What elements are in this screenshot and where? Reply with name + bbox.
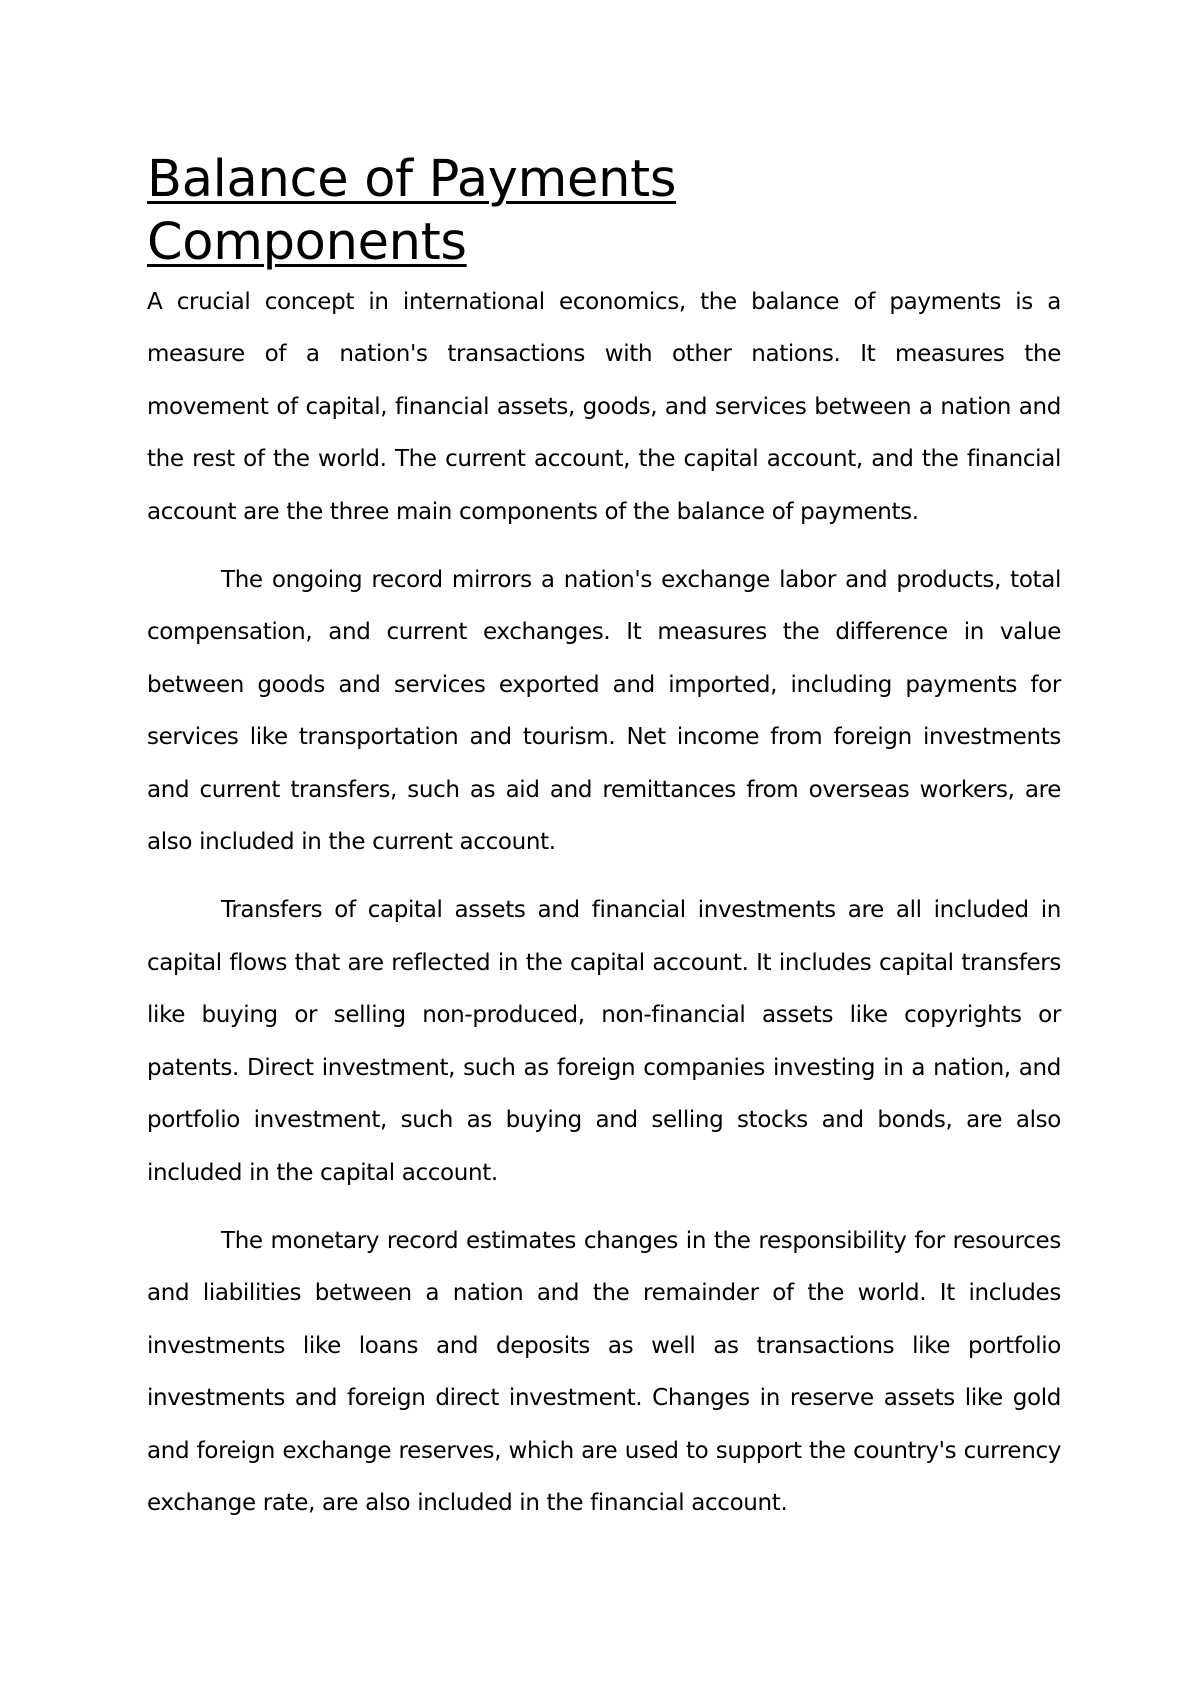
document-page <box>147 148 1061 1529</box>
document-title: Balance of Payments Components <box>147 150 677 272</box>
paragraph-current-account: The ongoing record mirrors a nation's exchange labor and products, total compensation, and current exchanges. It measures the difference in value between goods and services exported and imported, including payments for services like transportation and tourism. Net income from foreign investments and current transfers, such as aid and remittances from overseas workers, are also included in the current account. <box>147 567 1061 856</box>
paragraph-intro: A crucial concept in international economics, the balance of payments is a measure of a nation's transactions with other nations. It measures the movement of capital, financial assets, goods, and services between a nation and the rest of the world. The current account, the capital account, and the financial account are the three main components of the balance of payments. <box>147 289 1061 525</box>
paragraph-financial-account: The monetary record estimates changes in the responsibility for resources and liabilities between a nation and the remainder of the world. It includes investments like loans and deposits as well as transactions like portfolio investments and foreign direct investment. Changes in reserve assets like gold and foreign exchange reserves, which are used to support the country's currency exchange rate, are also included in the financial account. <box>147 1227 1061 1516</box>
paragraph-capital-account: Transfers of capital assets and financial investments are all included in capital flows that are reflected in the capital account. It includes capital transfers like buying or selling non-produced, non-financial assets like copyrights or patents. Direct investment, such as foreign companies investing in a nation, and portfolio investment, such as buying and selling stocks and bonds, are also included in the capital account. <box>147 897 1061 1186</box>
